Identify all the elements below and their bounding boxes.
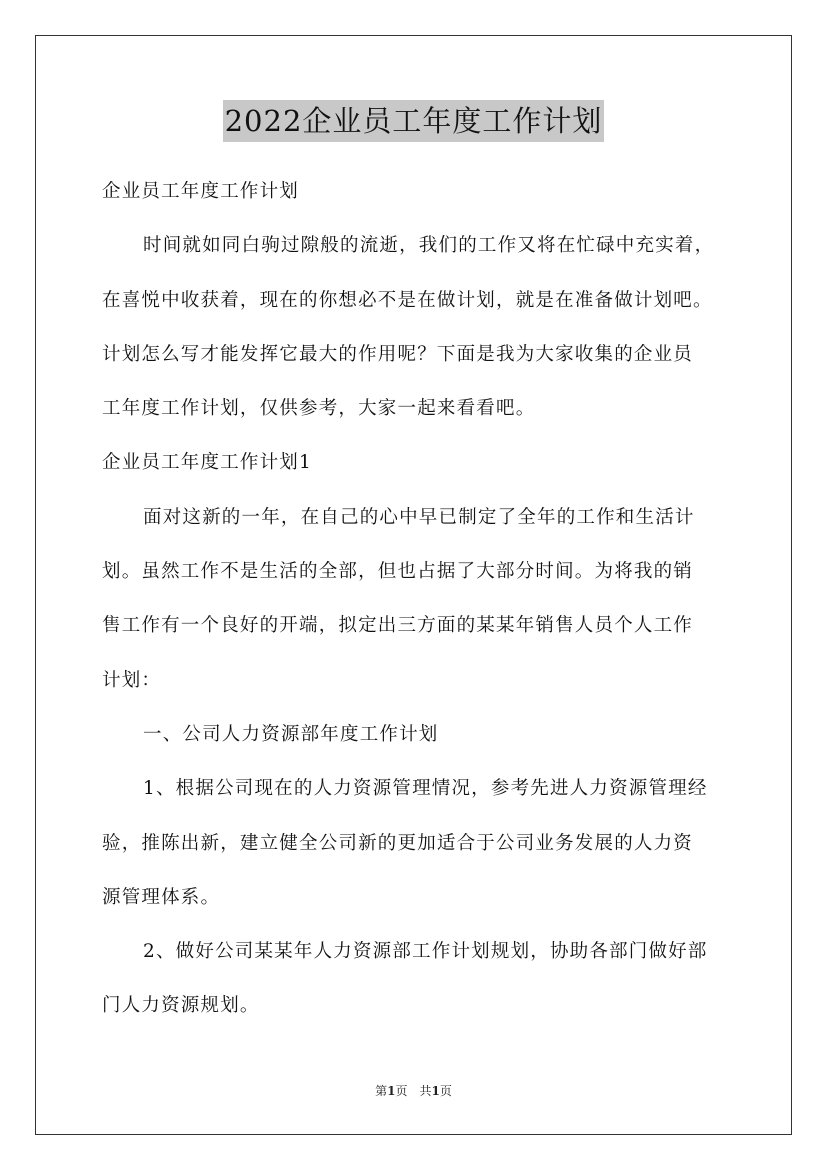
section-heading: 企业员工年度工作计划1 — [102, 452, 312, 474]
page-footer — [0, 1082, 827, 1099]
document-title: 2022企业员工年度工作计划 — [223, 100, 605, 142]
text-line: 在喜悦中收获着，现在的你想必不是在做计划，就是在准备做计划吧。 — [102, 289, 713, 311]
page-label-prefix: 第 — [375, 1084, 388, 1098]
text-line: 工年度工作计划，仅供参考，大家一起来看看吧。 — [102, 398, 536, 420]
text-line: 售工作有一个良好的开端，拟定出三方面的某某年销售人员个人工作 — [102, 615, 694, 637]
text-line: 计划： — [102, 669, 162, 691]
text-line: 门人力资源规划。 — [102, 995, 260, 1017]
document-body — [102, 165, 742, 1034]
text-line: 1、根据公司现在的人力资源管理情况，参考先进人力资源管理经 — [143, 778, 708, 800]
title-container — [0, 100, 827, 142]
page-label-suffix: 页 — [439, 1084, 452, 1098]
text-line: 源管理体系。 — [102, 886, 221, 908]
page-label-mid: 页 共 — [395, 1084, 432, 1098]
text-line: 面对这新的一年，在自己的心中早已制定了全年的工作和生活计 — [143, 506, 695, 528]
text-line: 时间就如同白驹过隙般的流逝，我们的工作又将在忙碌中充实着， — [143, 235, 715, 257]
page-total: 1 — [431, 1084, 440, 1098]
subsection-heading: 一、公司人力资源部年度工作计划 — [143, 723, 439, 745]
text-line: 2、做好公司某某年人力资源部工作计划规划，协助各部门做好部 — [143, 941, 708, 963]
page-current: 1 — [387, 1084, 396, 1098]
text-line: 验，推陈出新，建立健全公司新的更加适合于公司业务发展的人力资 — [102, 832, 694, 854]
text-line: 划。虽然工作不是生活的全部，但也占据了大部分时间。为将我的销 — [102, 561, 694, 583]
text-line: 企业员工年度工作计划 — [102, 181, 300, 202]
text-line: 计划怎么写才能发挥它最大的作用呢？下面是我为大家收集的企业员 — [102, 343, 694, 365]
